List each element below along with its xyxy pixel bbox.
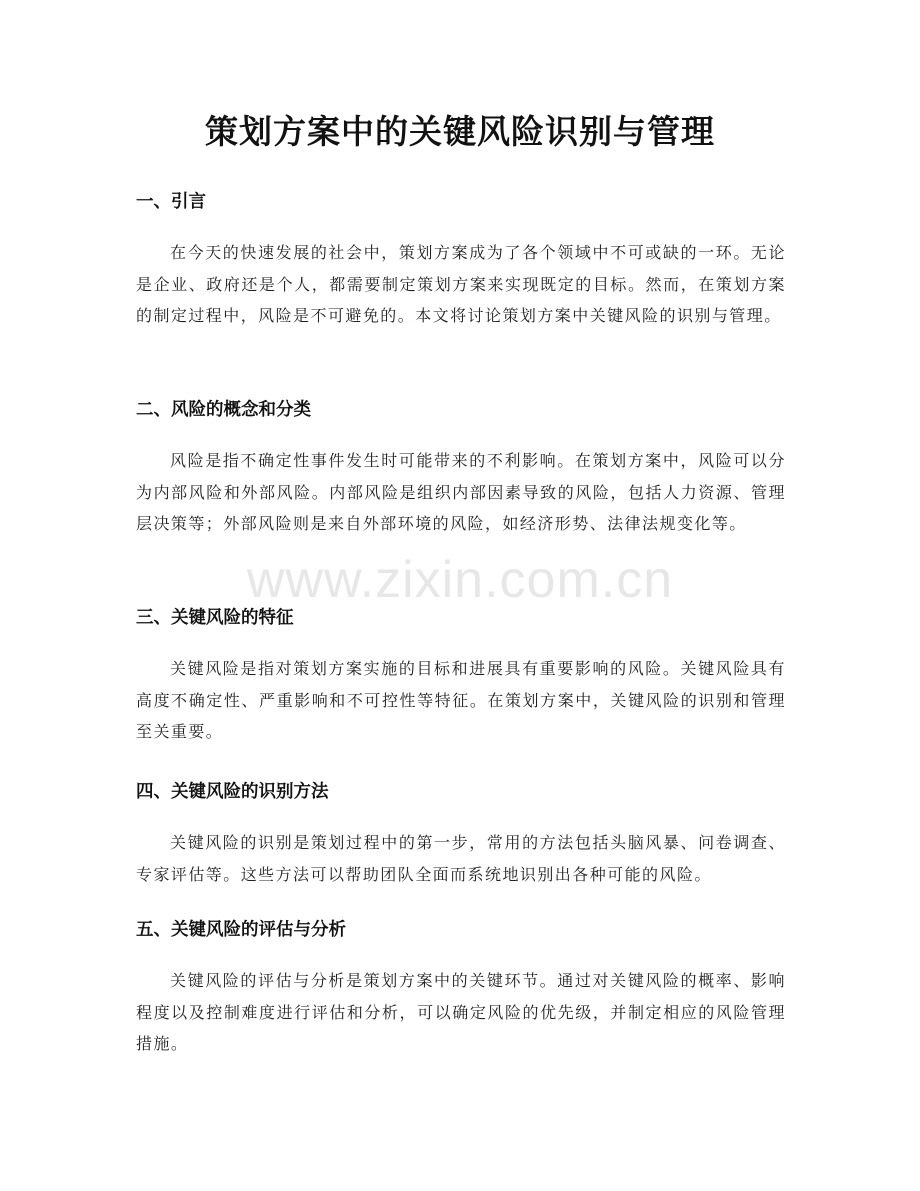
section-risk-assessment [136,917,786,1060]
section-risk-identification [136,779,786,890]
section-heading: 二、风险的概念和分类 [136,400,311,420]
section-risk-concept [136,397,786,540]
document-title: 策划方案中的关键风险识别与管理 [205,112,715,151]
section-paragraph: 在今天的快速发展的社会中，策划方案成为了各个领域中不可或缺的一环。无论是企业、政府还是个人，都需要制定策划方案来实现既定的目标。然而，在策划方案的制定过程中，风险是不可避免的。本文将讨论策划方案中关键风险的识别与管理。 [136,243,786,325]
section-heading: 三、关键风险的特征 [136,608,294,628]
watermark: www.zixin.com.cn [246,551,674,609]
section-paragraph: 关键风险的评估与分析是策划方案中的关键环节。通过对关键风险的概率、影响程度以及控制难度进行评估和分析，可以确定风险的优先级，并制定相应的风险管理措施。 [136,971,786,1053]
section-heading: 四、关键风险的识别方法 [136,782,329,802]
section-introduction [136,189,786,332]
section-paragraph: 关键风险是指对策划方案实施的目标和进展具有重要影响的风险。关键风险具有高度不确定性、严重影响和不可控性等特征。在策划方案中，关键风险的识别和管理至关重要。 [136,659,786,741]
section-paragraph: 风险是指不确定性事件发生时可能带来的不利影响。在策划方案中，风险可以分为内部风险和外部风险。内部风险是组织内部因素导致的风险，包括人力资源、管理层决策等；外部风险则是来自外部环境的风险，如经济形势、法律法规变化等。 [136,451,786,533]
section-heading: 五、关键风险的评估与分析 [136,920,346,940]
section-paragraph: 关键风险的识别是策划过程中的第一步，常用的方法包括头脑风暴、问卷调查、专家评估等。这些方法可以帮助团队全面而系统地识别出各种可能的风险。 [136,833,786,884]
section-heading: 一、引言 [136,192,206,212]
section-key-risk-features [136,605,786,748]
